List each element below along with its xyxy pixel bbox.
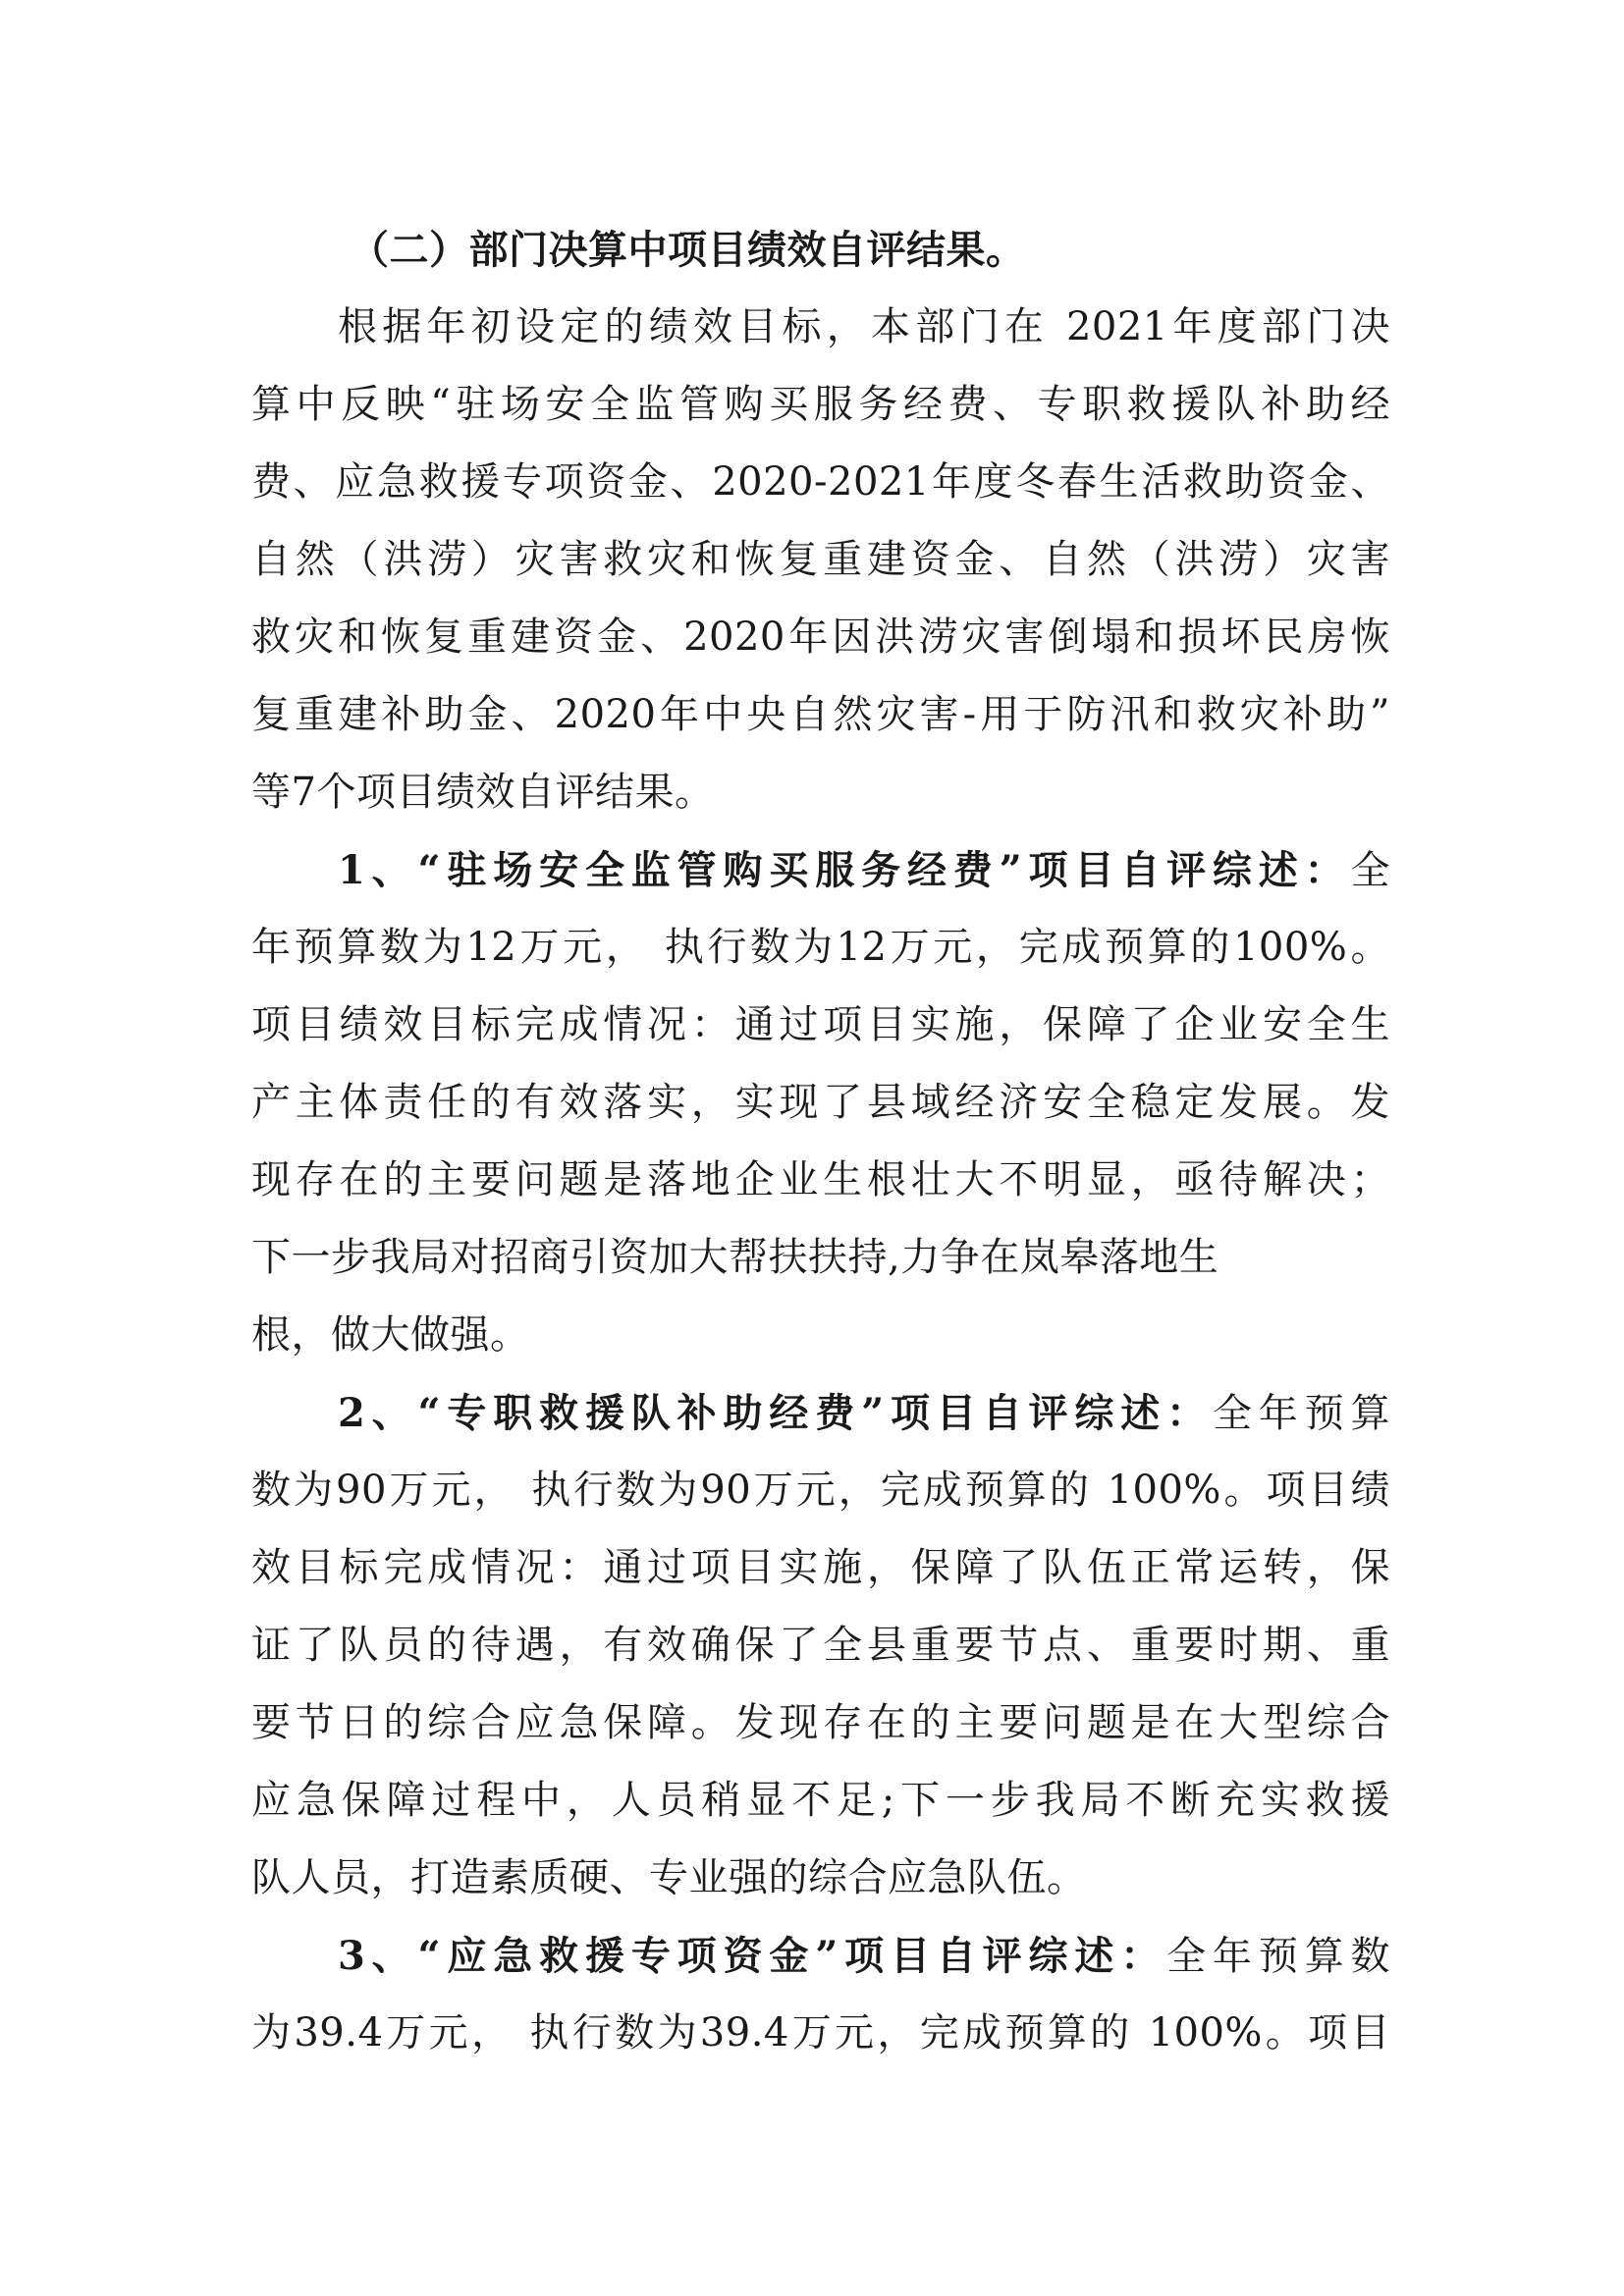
item2-label: 2、“专职救援队补助经费”项目自评综述： bbox=[338, 1390, 1213, 1436]
item2-first-rest: 全年预算 bbox=[1212, 1391, 1390, 1436]
item1-line: 现存在的主要问题是落地企业生根壮大不明显，亟待解决； bbox=[251, 1157, 1390, 1202]
document-body bbox=[251, 211, 1390, 2072]
item1-line: 产主体责任的有效落实，实现了县域经济安全稳定发展。发 bbox=[251, 1080, 1390, 1125]
item2-first-line bbox=[251, 1374, 1390, 1452]
item3-line: 为39.4万元， 执行数为39.4万元，完成预算的 100%。项目 bbox=[251, 2010, 1390, 2056]
intro-line: 救灾和恢复重建资金、2020年因洪涝灾害倒塌和损坏民房恢 bbox=[251, 614, 1390, 660]
intro-line: 复重建补助金、2020年中央自然灾害-用于防汛和救灾补助” bbox=[251, 692, 1390, 737]
item2-line: 效目标完成情况：通过项目实施，保障了队伍正常运转，保 bbox=[251, 1545, 1390, 1590]
intro-line: 费、应急救援专项资金、2020-2021年度冬春生活救助资金、 bbox=[251, 459, 1390, 505]
item1-line: 年预算数为12万元， 执行数为12万元，完成预算的100%。 bbox=[251, 925, 1390, 970]
item2-line: 数为90万元， 执行数为90万元，完成预算的 100%。项目绩 bbox=[251, 1468, 1390, 1513]
item1-first-line bbox=[251, 831, 1390, 909]
item3-first-line bbox=[251, 1917, 1390, 1995]
item2-line: 证了队员的待遇，有效确保了全县重要节点、重要时期、重 bbox=[251, 1623, 1390, 1668]
item3-label: 3、“应急救援专项资金”项目自评综述： bbox=[338, 1933, 1167, 1979]
item2-line: 应急保障过程中，人员稍显不足;下一步我局不断充实救援 bbox=[251, 1778, 1390, 1823]
intro-line: 根据年初设定的绩效目标，本部门在 2021年度部门决 bbox=[338, 304, 1390, 349]
item1-first-rest: 全 bbox=[1350, 848, 1390, 893]
item1-label: 1、“驻场安全监管购买服务经费”项目自评综述： bbox=[338, 847, 1351, 893]
intro-line: 算中反映“驻场安全监管购买服务经费、专职救援队补助经 bbox=[251, 382, 1390, 427]
section-heading: （二）部门决算中项目绩效自评结果。 bbox=[350, 227, 1026, 273]
item2-line: 队人员，打造素质硬、专业强的综合应急队伍。 bbox=[251, 1855, 1087, 1900]
item1-line: 项目绩效目标完成情况：通过项目实施，保障了企业安全生 bbox=[251, 1002, 1390, 1047]
intro-line: 等7个项目绩效自评结果。 bbox=[251, 770, 715, 815]
item2-line: 要节日的综合应急保障。发现存在的主要问题是在大型综合 bbox=[251, 1700, 1390, 1745]
item1-line: 下一步我局对招商引资加大帮扶扶持,力争在岚皋落地生 bbox=[251, 1235, 1219, 1280]
intro-line: 自然（洪涝）灾害救灾和恢复重建资金、自然（洪涝）灾害 bbox=[251, 537, 1390, 582]
item1-line: 根，做大做强。 bbox=[251, 1312, 530, 1358]
item3-first-rest: 全年预算数 bbox=[1166, 1934, 1390, 1979]
